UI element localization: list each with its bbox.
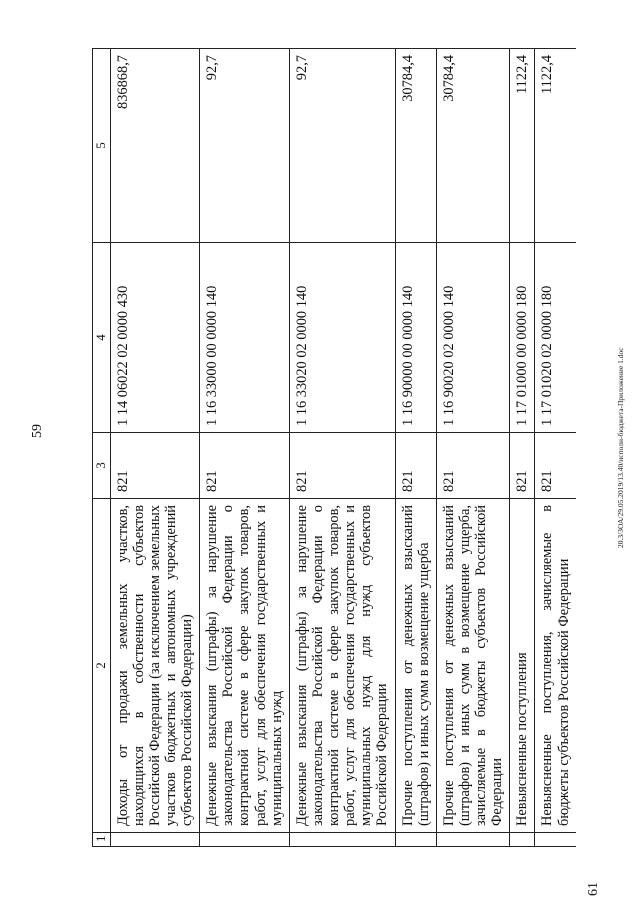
row-admin-code: 821 xyxy=(289,433,395,499)
row-budget-code: 1 16 90020 02 0000 140 xyxy=(436,243,510,433)
row-name: Прочие поступления от денежных взысканий (штрафов) и иных сумм в возмещение ущерба, зачисляемые в бюджеты субъектов Российской Федерации xyxy=(436,499,510,833)
row-blank-cell xyxy=(535,833,576,847)
row-amount: 92,7 xyxy=(289,49,395,243)
row-budget-code: 1 17 01000 00 0000 180 xyxy=(510,243,535,433)
row-blank-cell xyxy=(436,833,510,847)
revenue-table-container xyxy=(92,49,588,847)
row-name: Невыясненные поступления, зачисляемые в бюджеты субъектов Российской Федерации xyxy=(535,499,576,833)
revenue-table xyxy=(92,48,576,847)
row-blank-cell xyxy=(289,833,395,847)
row-budget-code: 1 16 90000 00 0000 140 xyxy=(395,243,436,433)
row-budget-code: 1 14 06022 02 0000 430 xyxy=(110,243,200,433)
row-admin-code: 821 xyxy=(110,433,200,499)
row-budget-code: 1 17 01020 02 0000 180 xyxy=(535,243,576,433)
column-header-2: 2 xyxy=(93,499,111,833)
row-name: Денежные взыскания (штрафы) за нарушение законодательства Российской Федерации о контрактной системе в сфере закупок товаров, работ, услуг для обеспечения государственных и муниципальных нужд для нужд субъектов Российской Федерации xyxy=(289,499,395,833)
column-header-4: 4 xyxy=(93,243,111,433)
table-row xyxy=(289,49,395,847)
row-blank-cell xyxy=(395,833,436,847)
row-admin-code: 821 xyxy=(535,433,576,499)
row-amount: 1122,4 xyxy=(510,49,535,243)
row-name: Невыясненные поступления xyxy=(510,499,535,833)
sheet-number: 61 xyxy=(586,882,601,896)
table-row xyxy=(535,49,576,847)
row-blank-cell xyxy=(110,833,200,847)
row-blank-cell xyxy=(510,833,535,847)
row-admin-code: 821 xyxy=(510,433,535,499)
file-path-footer: 20.3/3ОА/29.05.2019/13.40/исполн-бюджета-Приложение 1.doc xyxy=(616,347,625,548)
row-name: Денежные взыскания (штрафы) за нарушение законодательства Российской Федерации о контрактной системе в сфере закупок товаров, работ, услуг для обеспечения государственных и муниципальных нужд xyxy=(200,499,290,833)
page-number: 59 xyxy=(30,424,45,438)
row-budget-code: 1 16 33020 02 0000 140 xyxy=(289,243,395,433)
column-header-1: 1 xyxy=(93,833,111,847)
row-amount: 836868,7 xyxy=(110,49,200,243)
column-header-3: 3 xyxy=(93,433,111,499)
row-name: Прочие поступления от денежных взысканий (штрафов) и иных сумм в возмещение ущерба xyxy=(395,499,436,833)
row-blank-cell xyxy=(200,833,290,847)
row-name: Доходы от продажи земельных участков, находящихся в собственности субъектов Российской Федерации (за исключением земельных участков бюджетных и автономных учреждений субъектов Российской Федерации) xyxy=(110,499,200,833)
row-amount: 1122,4 xyxy=(535,49,576,243)
table-row xyxy=(395,49,436,847)
column-header-5: 5 xyxy=(93,49,111,243)
table-row xyxy=(110,49,200,847)
row-amount: 30784,4 xyxy=(436,49,510,243)
row-amount: 92,7 xyxy=(200,49,290,243)
row-admin-code: 821 xyxy=(395,433,436,499)
row-amount: 30784,4 xyxy=(395,49,436,243)
row-admin-code: 821 xyxy=(200,433,290,499)
row-budget-code: 1 16 33000 00 0000 140 xyxy=(200,243,290,433)
table-header-row xyxy=(93,49,111,847)
table-row xyxy=(510,49,535,847)
row-admin-code: 821 xyxy=(436,433,510,499)
table-row xyxy=(436,49,510,847)
table-row xyxy=(200,49,290,847)
